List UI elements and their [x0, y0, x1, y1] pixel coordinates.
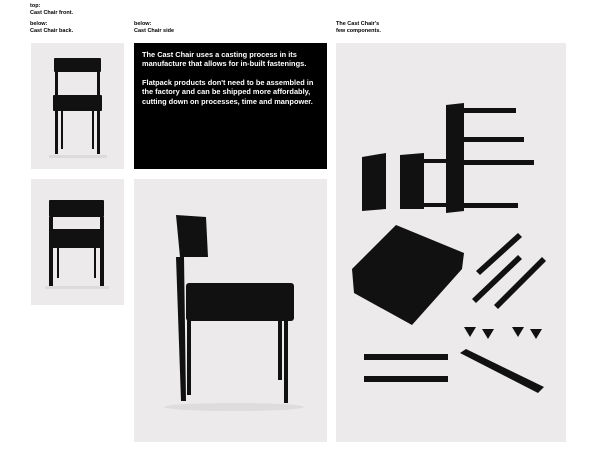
caption-components-line2: few components. — [336, 27, 381, 34]
caption-top-line1: top: — [30, 3, 41, 9]
photo-chair-back — [31, 179, 124, 305]
caption-top — [30, 3, 73, 16]
chair-back-illustration — [31, 179, 124, 305]
photo-chair-side — [134, 179, 327, 442]
caption-components — [336, 21, 381, 34]
caption-top-line2: Cast Chair front. — [30, 9, 74, 16]
caption-side-line1: below: — [134, 21, 152, 27]
chair-components-illustration — [336, 43, 566, 442]
chair-front-illustration — [31, 43, 124, 169]
photo-chair-front — [31, 43, 124, 169]
chair-side-illustration — [134, 179, 327, 442]
description-box — [134, 43, 327, 169]
caption-back-line2: Cast Chair back. — [30, 27, 74, 34]
description-paragraph-1: The Cast Chair uses a casting process in its manufacture that allows for in-built fastenings. — [142, 50, 307, 69]
caption-side — [134, 21, 174, 34]
caption-back-line1: below: — [30, 21, 48, 27]
caption-components-line1: The Cast Chair's — [336, 21, 380, 27]
caption-side-line2: Cast Chair side — [134, 27, 175, 34]
caption-back — [30, 21, 73, 34]
description-paragraph-2: Flatpack products don't need to be assembled in the factory and can be shipped more affordably, cutting down on processes, time and manpower. — [142, 77, 314, 106]
photo-chair-components — [336, 43, 566, 442]
